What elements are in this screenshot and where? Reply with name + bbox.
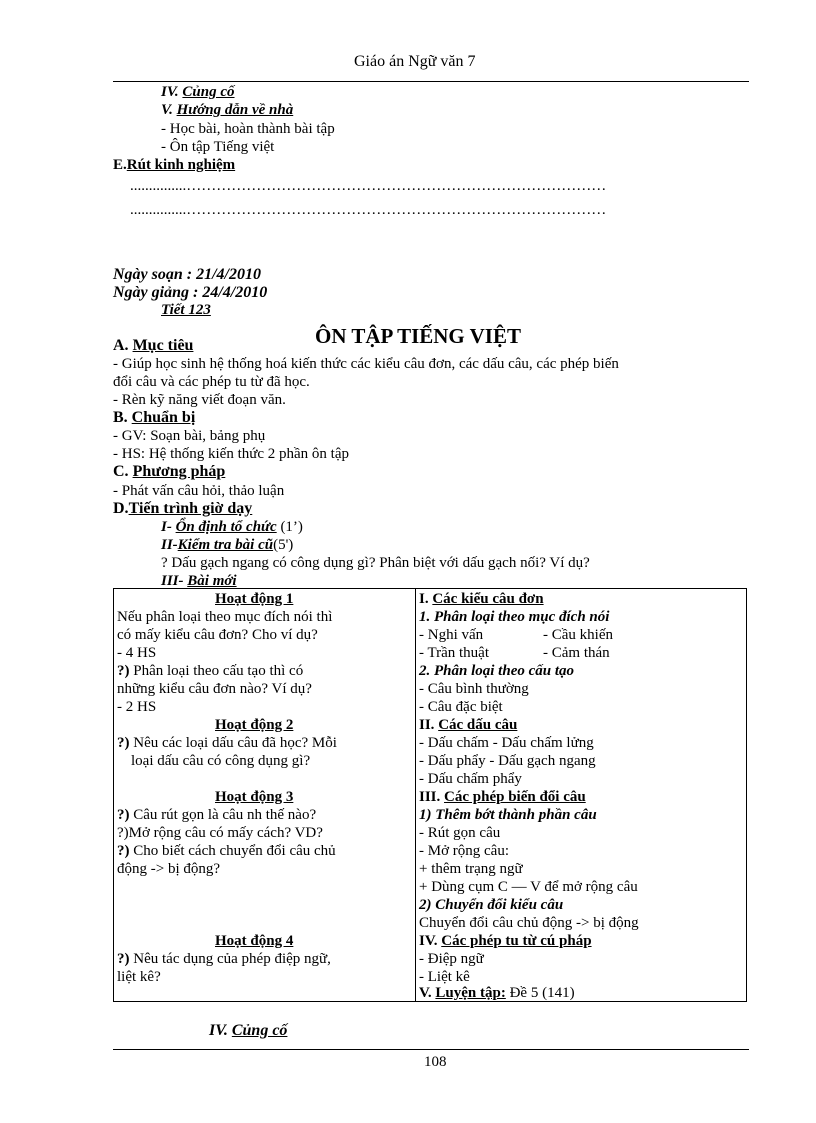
hd3-line-4: động -> bị động? bbox=[117, 861, 221, 877]
s2-line-3: - Dấu chấm phẩy bbox=[419, 771, 522, 787]
section-a-line-3: - Rèn kỹ năng viết đoạn văn. bbox=[113, 392, 286, 408]
s3a-line-2: - Mở rộng câu: bbox=[419, 843, 509, 859]
section-b-heading bbox=[113, 409, 195, 427]
prev-e bbox=[113, 156, 235, 174]
hd3-text-3: Cho biết cách chuyển đổi câu chủ bbox=[129, 843, 336, 859]
hd2-line-1 bbox=[117, 734, 337, 752]
section-d-heading bbox=[113, 500, 252, 518]
section-a-heading bbox=[113, 337, 193, 355]
date-soan: Ngày soạn : 21/4/2010 bbox=[113, 266, 261, 283]
s1-title: Các kiểu câu đơn bbox=[432, 591, 544, 607]
footer-rule bbox=[113, 1049, 749, 1050]
hd4-heading: Hoạt động 4 bbox=[215, 933, 294, 949]
section-c-num: C. bbox=[113, 463, 129, 480]
section-a-line-1: - Giúp học sinh hệ thống hoá kiến thức các kiểu câu đơn, các dấu câu, các phép biến bbox=[113, 356, 619, 372]
section-a-line-2: đổi câu và các phép tu từ đã học. bbox=[113, 374, 310, 390]
prev-e-num: E. bbox=[113, 157, 127, 173]
s4-line-1: - Điệp ngữ bbox=[419, 951, 484, 967]
hd2-text: Nêu các loại dấu câu đã học? Mỗi bbox=[129, 735, 337, 751]
s3b-line-1: Chuyển đổi câu chủ động -> bị động bbox=[419, 915, 639, 931]
step-ii-time: (5') bbox=[273, 537, 294, 553]
section-c-title: Phương pháp bbox=[132, 463, 226, 480]
s1a-line-2b: - Cảm thán bbox=[543, 645, 610, 661]
s1a-line-2a: - Trần thuật bbox=[419, 645, 490, 661]
s2-title: Các dấu câu bbox=[438, 717, 518, 733]
hd3-mark-3: ?) bbox=[117, 843, 130, 859]
content-column bbox=[416, 589, 747, 1002]
prev-v-item-1: - Học bài, hoàn thành bài tập bbox=[161, 121, 335, 137]
s2-line-2: - Dấu phẩy - Dấu gạch ngang bbox=[419, 753, 596, 769]
section-b-num: B. bbox=[113, 409, 128, 426]
review-question: ? Dấu gạch ngang có công dụng gì? Phân biệt với dấu gạch nối? Ví dụ? bbox=[161, 555, 590, 571]
closing-section-num: IV. bbox=[209, 1022, 228, 1039]
step-i-title: Ổn định tổ chức bbox=[175, 519, 277, 535]
step-iii-num: III- bbox=[161, 573, 184, 589]
section-b-line-2: - HS: Hệ thống kiến thức 2 phần ôn tập bbox=[113, 446, 350, 462]
s5-text: Đề 5 (141) bbox=[505, 985, 575, 1001]
hd1-q2-mark: ?) bbox=[117, 663, 130, 679]
s2-line-1: - Dấu chấm - Dấu chấm lửng bbox=[419, 735, 594, 751]
step-ii bbox=[161, 536, 293, 554]
hd1-heading: Hoạt động 1 bbox=[215, 591, 294, 607]
s3a-line-1: - Rút gọn câu bbox=[419, 825, 501, 841]
hd1-line-6: - 2 HS bbox=[117, 699, 157, 715]
s5-num: V. bbox=[419, 985, 432, 1001]
s1a-line-1b: - Cầu khiến bbox=[543, 627, 613, 643]
step-i-time: (1’) bbox=[280, 519, 303, 535]
hd3-line-3 bbox=[117, 842, 336, 860]
section-c-line-1: - Phát vấn câu hỏi, thảo luận bbox=[113, 483, 285, 499]
s3-num: III. bbox=[419, 789, 441, 805]
s1a-line-1a: - Nghi vấn bbox=[419, 627, 484, 643]
section-d-title: Tiến trình giờ dạy bbox=[128, 500, 253, 517]
hd4-mark: ?) bbox=[117, 951, 130, 967]
section-d-num: D. bbox=[113, 500, 129, 517]
page-number: 108 bbox=[424, 1054, 447, 1070]
s2-heading bbox=[419, 716, 517, 734]
prev-v-num: V. bbox=[161, 102, 173, 118]
s1b-line-1: - Câu bình thường bbox=[419, 681, 529, 697]
hd1-line-5: những kiểu câu đơn nào? Ví dụ? bbox=[117, 681, 312, 697]
section-a-title: Mục tiêu bbox=[132, 337, 194, 354]
step-i-num: I- bbox=[161, 519, 172, 535]
header-rule bbox=[113, 81, 749, 82]
prev-iv-num: IV. bbox=[161, 84, 179, 100]
s5-title: Luyện tập: bbox=[435, 985, 506, 1001]
section-c-heading bbox=[113, 463, 225, 481]
step-ii-title: Kiểm tra bài cũ bbox=[177, 537, 274, 553]
s2-num: II. bbox=[419, 717, 435, 733]
section-b-line-1: - GV: Soạn bài, bảng phụ bbox=[113, 428, 266, 444]
running-header: Giáo án Ngữ văn 7 bbox=[354, 53, 476, 70]
closing-section-title: Củng cố bbox=[231, 1022, 288, 1039]
prev-v-title: Hướng dẫn về nhà bbox=[176, 102, 294, 118]
s1-num: I. bbox=[419, 591, 429, 607]
prev-iv-title: Củng cố bbox=[182, 84, 235, 100]
s3a-heading: 1) Thêm bớt thành phần câu bbox=[419, 807, 597, 823]
date-giang: Ngày giảng : 24/4/2010 bbox=[113, 284, 268, 301]
hd3-mark-1: ?) bbox=[117, 807, 130, 823]
s5-heading bbox=[419, 984, 575, 1002]
hd3-line-2: ?)Mở rộng câu có mấy cách? VD? bbox=[117, 825, 323, 841]
s3-title: Các phép biến đổi câu bbox=[444, 789, 586, 805]
step-iii-title: Bài mới bbox=[187, 573, 237, 589]
s1-heading bbox=[419, 590, 544, 608]
hd1-q2-text: Phân loại theo cấu tạo thì có bbox=[129, 663, 304, 679]
lesson-title: ÔN TẬP TIẾNG VIỆT bbox=[315, 324, 521, 348]
s4-title: Các phép tu từ cú pháp bbox=[441, 933, 592, 949]
step-ii-num: II- bbox=[161, 537, 178, 553]
hd1-line-2: có mấy kiểu câu đơn? Cho ví dụ? bbox=[117, 627, 318, 643]
s4-heading bbox=[419, 932, 592, 950]
s3a-line-4: + Dùng cụm C — V để mở rộng câu bbox=[419, 879, 638, 895]
dotted-line-2: ...............………………………………………………………………………… bbox=[130, 202, 607, 218]
hd4-text: Nêu tác dụng của phép điệp ngữ, bbox=[129, 951, 331, 967]
hd3-heading: Hoạt động 3 bbox=[215, 789, 294, 805]
s1b-heading: 2. Phân loại theo cấu tạo bbox=[419, 663, 575, 679]
closing-section bbox=[209, 1022, 287, 1040]
hd4-line-2: liệt kê? bbox=[117, 969, 161, 985]
dotted-line-1: ...............………………………………………………………………………… bbox=[130, 178, 607, 194]
hd3-text-1: Câu rút gọn là câu nh thế nào? bbox=[129, 807, 317, 823]
s3b-heading: 2) Chuyển đổi kiểu câu bbox=[419, 897, 564, 913]
hd1-question-2 bbox=[117, 662, 303, 680]
section-a-num: A. bbox=[113, 337, 129, 354]
hd2-heading: Hoạt động 2 bbox=[215, 717, 294, 733]
s1b-line-2: - Câu đặc biệt bbox=[419, 699, 503, 715]
hd1-line-3: - 4 HS bbox=[117, 645, 157, 661]
lesson-table bbox=[113, 588, 747, 1002]
s3a-line-3: + thêm trạng ngữ bbox=[419, 861, 523, 877]
prev-v bbox=[161, 101, 293, 119]
hd3-line-1 bbox=[117, 806, 316, 824]
s3-heading bbox=[419, 788, 586, 806]
hd4-line-1 bbox=[117, 950, 331, 968]
section-b-title: Chuẩn bị bbox=[131, 409, 196, 426]
prev-iv bbox=[161, 83, 235, 101]
step-i bbox=[161, 518, 303, 536]
s4-num: IV. bbox=[419, 933, 438, 949]
hd1-line-1: Nếu phân loại theo mục đích nói thì bbox=[117, 609, 333, 625]
activities-column bbox=[114, 589, 416, 1002]
tiet-number: Tiết 123 bbox=[161, 302, 211, 318]
prev-e-title: Rút kinh nghiệm bbox=[126, 157, 236, 173]
s1a-heading: 1. Phân loại theo mục đích nói bbox=[419, 609, 610, 625]
prev-v-item-2: - Ôn tập Tiếng việt bbox=[161, 139, 275, 155]
hd2-mark: ?) bbox=[117, 735, 130, 751]
hd2-line-2: loại dấu câu có công dụng gì? bbox=[131, 753, 311, 769]
s4-line-2: - Liệt kê bbox=[419, 969, 470, 985]
